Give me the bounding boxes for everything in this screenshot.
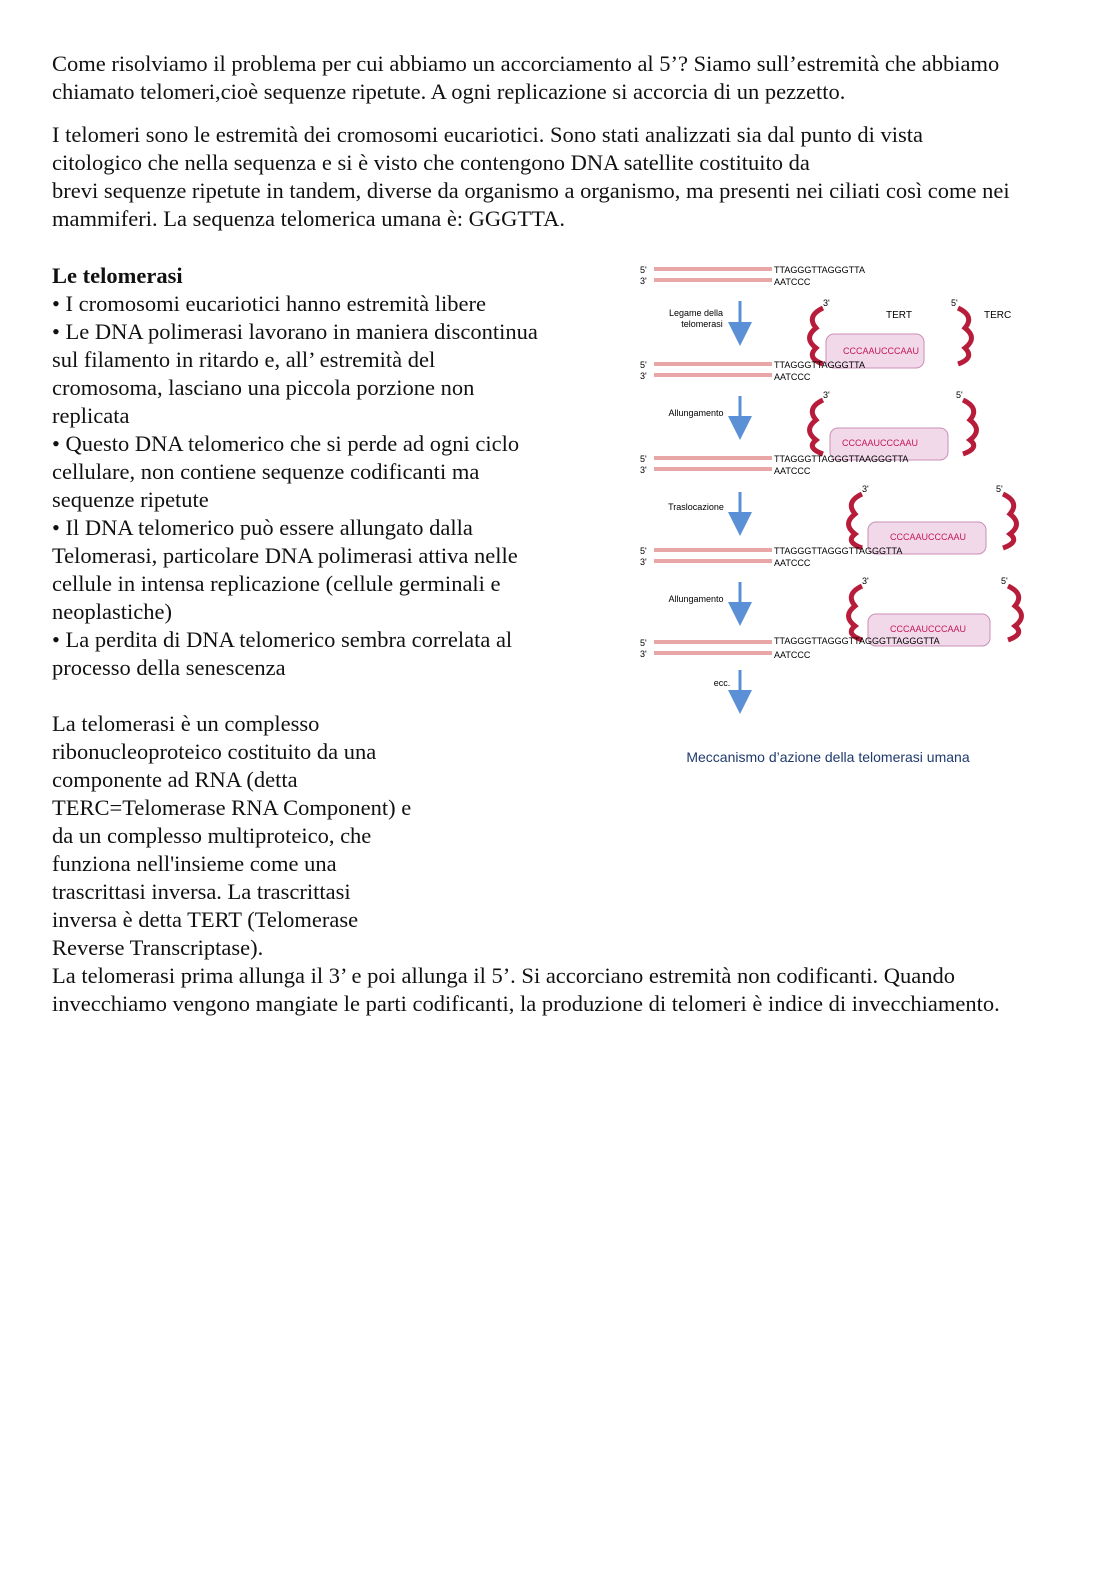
step-binding — [640, 298, 1011, 382]
terc-label: TERC — [984, 310, 1012, 321]
label-3prime: 3' — [823, 298, 830, 308]
svg-text:AATCCC: AATCCC — [774, 558, 811, 568]
text-line: invecchiamo vengono mangiate le parti codificanti, la produzione di telomeri è indice di invecchiamento. — [52, 991, 1000, 1016]
svg-text:3': 3' — [640, 557, 647, 567]
text-line: ribonucleoproteico costituito da una — [52, 739, 377, 764]
bullet-line: cellule in intensa replicazione (cellule germinali e — [52, 571, 501, 596]
label-5prime: 5' — [951, 298, 958, 308]
svg-text:5': 5' — [956, 390, 963, 400]
svg-text:AATCCC: AATCCC — [774, 466, 811, 476]
conclusion-paragraph — [52, 962, 1102, 1018]
step-label: Allungamento — [668, 594, 724, 604]
svg-text:CCCAAUCCCAAU: CCCAAUCCCAAU — [890, 624, 967, 634]
text-line: trascrittasi inversa. La trascrittasi — [52, 879, 351, 904]
text-line: I telomeri sono le estremità dei cromosomi eucariotici. Sono stati analizzati sia dal punto di vista — [52, 122, 924, 147]
svg-text:TTAGGGTTAGGGTTAAGGGTTA: TTAGGGTTAGGGTTAAGGGTTA — [774, 454, 909, 464]
telomerasi-paragraph — [52, 710, 472, 962]
label-3prime: 3' — [640, 276, 647, 286]
text-line: mammiferi. La sequenza telomerica umana è: GGGTTA. — [52, 206, 565, 231]
svg-text:AATCCC: AATCCC — [774, 372, 811, 382]
bullet-line: • La perdita di DNA telomerico sembra correlata al — [52, 627, 513, 652]
step-label: Allungamento — [668, 408, 724, 418]
dna-row-initial — [640, 265, 865, 287]
text-line: inversa è detta TERT (Telomerase — [52, 907, 359, 932]
svg-text:AATCCC: AATCCC — [774, 650, 811, 660]
text-line: da un complesso multiproteico, che — [52, 823, 372, 848]
tert-bracket-icon — [810, 308, 824, 364]
bullet-line: • Questo DNA telomerico che si perde ad ogni ciclo — [52, 431, 520, 456]
bullet-line: • I cromosomi eucariotici hanno estremità libere — [52, 291, 486, 316]
step-label: Legame della — [668, 308, 724, 318]
svg-text:TTAGGGTTAGGGTTAGGGTTA: TTAGGGTTAGGGTTAGGGTTA — [774, 546, 903, 556]
text-line: brevi sequenze ripetute in tandem, diverse da organismo a organismo, ma presenti nei ciliati così come nei — [52, 178, 1010, 203]
bullet-line: • Le DNA polimerasi lavorano in maniera discontinua — [52, 319, 538, 344]
intro-line: Come risolviamo il problema per cui abbiamo un accorciamento al 5’? Siamo sull’estremità che abbiamo — [52, 51, 1000, 76]
svg-text:5': 5' — [640, 546, 647, 556]
step-label: Traslocazione — [668, 502, 724, 512]
svg-text:3': 3' — [640, 465, 647, 475]
step-etc — [714, 670, 740, 702]
svg-text:CCCAAUCCCAAU: CCCAAUCCCAAU — [890, 532, 967, 542]
svg-text:5': 5' — [640, 360, 647, 370]
svg-text:3': 3' — [862, 576, 869, 586]
rna-template: CCCAAUCCCAAU — [843, 346, 920, 356]
bullet-line: • Il DNA telomerico può essere allungato dalla — [52, 515, 473, 540]
svg-text:3': 3' — [640, 371, 647, 381]
svg-text:CCCAAUCCCAAU: CCCAAUCCCAAU — [842, 438, 919, 448]
bullet-line: cromosoma, lasciano una piccola porzione non — [52, 375, 475, 400]
bullet-line: processo della senescenza — [52, 655, 286, 680]
step-label: telomerasi — [681, 319, 723, 329]
text-line: componente ad RNA (detta — [52, 767, 298, 792]
svg-text:3': 3' — [640, 649, 647, 659]
svg-text:5': 5' — [640, 454, 647, 464]
bullet-line: neoplastiche) — [52, 599, 172, 624]
intro-paragraph — [52, 50, 1102, 106]
bullet-line: cellulare, non contiene sequenze codificanti ma — [52, 459, 480, 484]
svg-text:3': 3' — [862, 484, 869, 494]
bullet-line: sequenze ripetute — [52, 487, 209, 512]
svg-text:TTAGGGTTAGGGTTA: TTAGGGTTAGGGTTA — [774, 360, 865, 370]
text-line: TERC=Telomerase RNA Component) e — [52, 795, 412, 820]
tert-label: TERT — [886, 310, 912, 321]
svg-text:3': 3' — [823, 390, 830, 400]
svg-text:5': 5' — [996, 484, 1003, 494]
step-elongation-2 — [640, 576, 1022, 660]
sequence-bottom: AATCCC — [774, 277, 811, 287]
section-title: Le telomerasi — [52, 263, 183, 288]
terc-bracket-icon — [958, 308, 972, 364]
step-label: ecc. — [713, 678, 731, 688]
bullet-list — [52, 290, 612, 682]
svg-text:TTAGGGTTAGGGTTAGGGTTAGGGTTA: TTAGGGTTAGGGTTAGGGTTAGGGTTA — [774, 636, 940, 646]
step-elongation-1 — [640, 390, 977, 476]
label-5prime: 5' — [640, 265, 647, 275]
bullet-line: sul filamento in ritardo e, all’ estremità del — [52, 347, 436, 372]
svg-text:5': 5' — [1001, 576, 1008, 586]
step-translocation — [640, 484, 1017, 568]
text-line: La telomerasi prima allunga il 3’ e poi allunga il 5’. Si accorciano estremità non codificanti. Quando — [52, 963, 956, 988]
figure-caption: Meccanismo d’azione della telomerasi umana — [686, 749, 970, 765]
text-line: Reverse Transcriptase). — [52, 935, 264, 960]
intro-line: chiamato telomeri,cioè sequenze ripetute. A ogni replicazione si accorcia di un pezzetto. — [52, 79, 846, 104]
sequence-top: TTAGGGTTAGGGTTA — [774, 265, 865, 275]
telomeri-paragraph — [52, 121, 1102, 233]
text-line: citologico che nella sequenza e si è visto che contengono DNA satellite costituito da — [52, 150, 810, 175]
telomerase-figure — [618, 256, 1038, 776]
bullet-line: Telomerasi, particolare DNA polimerasi attiva nelle — [52, 543, 518, 568]
bullet-line: replicata — [52, 403, 130, 428]
svg-text:5': 5' — [640, 638, 647, 648]
text-line: La telomerasi è un complesso — [52, 711, 320, 736]
text-line: funziona nell'insieme come una — [52, 851, 337, 876]
